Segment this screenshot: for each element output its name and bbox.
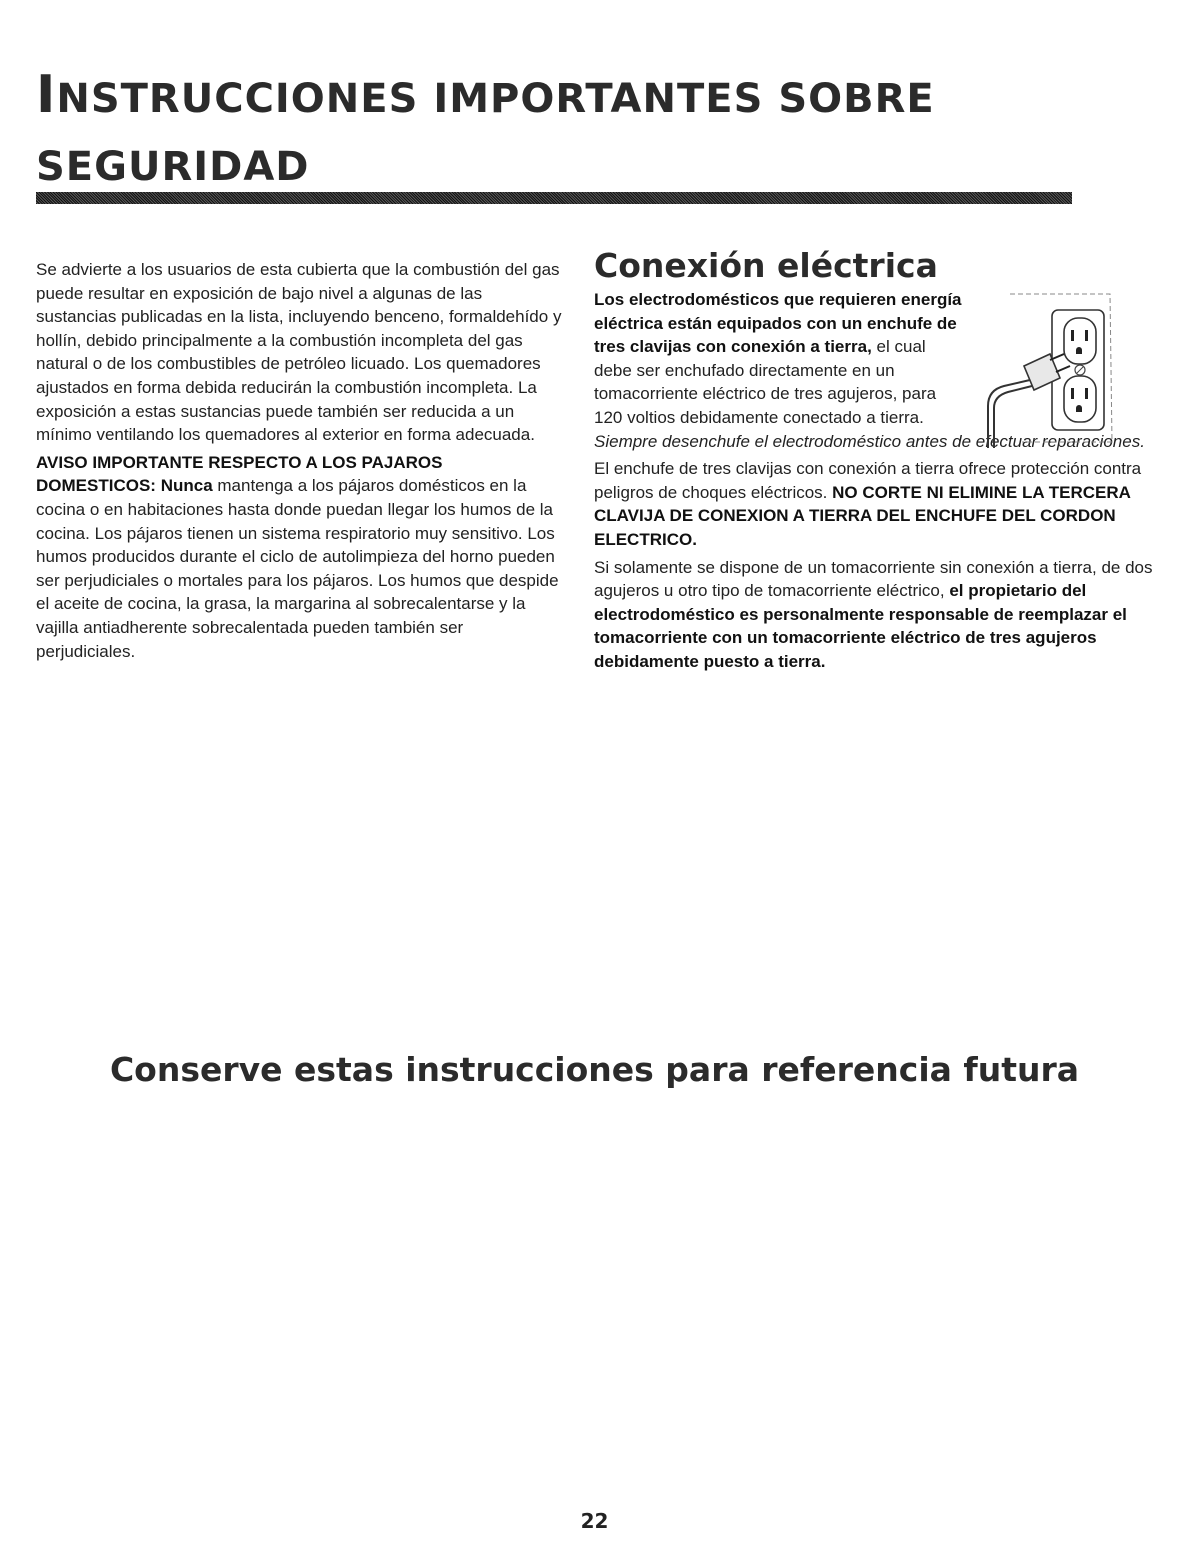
birds-text: mantenga a los pájaros domésticos en la cocina o en habitaciones hasta donde puedan llegar los humos de la cocina. Los pájaros tienen un sistema respiratorio muy sensitivo. Los humos producidos durante el ciclo de autolimpieza del horno pueden ser perjudiciales o mortales para los pájaros. Los humos que despide el aceite de cocina, la grasa, la margarina al sobrecalentarse y la vajilla antiadherente sobrecalentada pueden también ser perjudiciales. [36, 476, 559, 661]
intro-text: el cual debe ser enchufado directamente en un tomacorriente eléctrico de tres agujeros, para 120 voltios debidamente conectado a tierra. [594, 337, 937, 427]
intro-block [594, 288, 1154, 430]
outlet-paragraph [594, 556, 1154, 674]
page-number: 22 [580, 1509, 609, 1533]
left-column [36, 258, 566, 663]
grounding-warning: NO CORTE NI ELIMINE LA TERCERA CLAVIJA DE CONEXION A TIERRA DEL ENCHUFE DEL CORDON ELECTRICO. [594, 482, 1131, 549]
intro-paragraph [594, 288, 966, 430]
birds-heading: AVISO IMPORTANTE RESPECTO A LOS PAJAROS DOMESTICOS: [36, 452, 443, 496]
right-column [594, 246, 1154, 674]
unplug-note: Siempre desenchufe el electrodoméstico antes de efectuar reparaciones. [594, 431, 1145, 451]
intro-bold: Los electrodomésticos que requieren energía eléctrica están equipados con un enchufe de tres clavijas con conexión a tierra, [594, 290, 962, 357]
title-line1: NSTRUCCIONES IMPORTANTES SOBRE [56, 76, 935, 122]
birds-nunca: Nunca [160, 476, 213, 496]
page-title [36, 62, 935, 202]
outlet-text: Si solamente se dispone de un tomacorriente sin conexión a tierra, de dos agujeros u otro tipo de tomacorriente eléctrico, [594, 557, 1153, 601]
title-line2: SEGURIDAD [36, 144, 310, 190]
title-rule [36, 192, 1072, 204]
grounded-outlet-plug-icon [970, 288, 1118, 448]
grounding-text: El enchufe de tres clavijas con conexión a tierra ofrece protección contra peligros de choques eléctricos. [594, 459, 1142, 502]
outlet-warning: el propietario del electrodoméstico es personalmente responsable de reemplazar el tomacorriente con un tomacorriente eléctrico de tres agujeros debidamente puesto a tierra. [594, 581, 1127, 671]
gas-combustion-paragraph: Se advierte a los usuarios de esta cubierta que la combustión del gas puede resultar en exposición de bajo nivel a algunas de las sustancias publicadas en la lista, incluyendo benceno, formaldehído y hollín, debido principalmente a la combustión incompleta del gas natural o de los combustibles de petróleo licuado. Los quemadores ajustados en forma debida reducirán la combustión incompleta. La exposición a estas sustancias puede también ser reducida a un mínimo ventilando los quemadores al exterior en forma adecuada. [36, 260, 562, 445]
title-initial: I [36, 65, 57, 125]
grounding-paragraph [594, 457, 1154, 551]
keep-instructions-note: Conserve estas instrucciones para referencia futura [109, 1050, 1080, 1089]
birds-paragraph [36, 451, 566, 663]
section-title: Conexión eléctrica [594, 246, 938, 285]
